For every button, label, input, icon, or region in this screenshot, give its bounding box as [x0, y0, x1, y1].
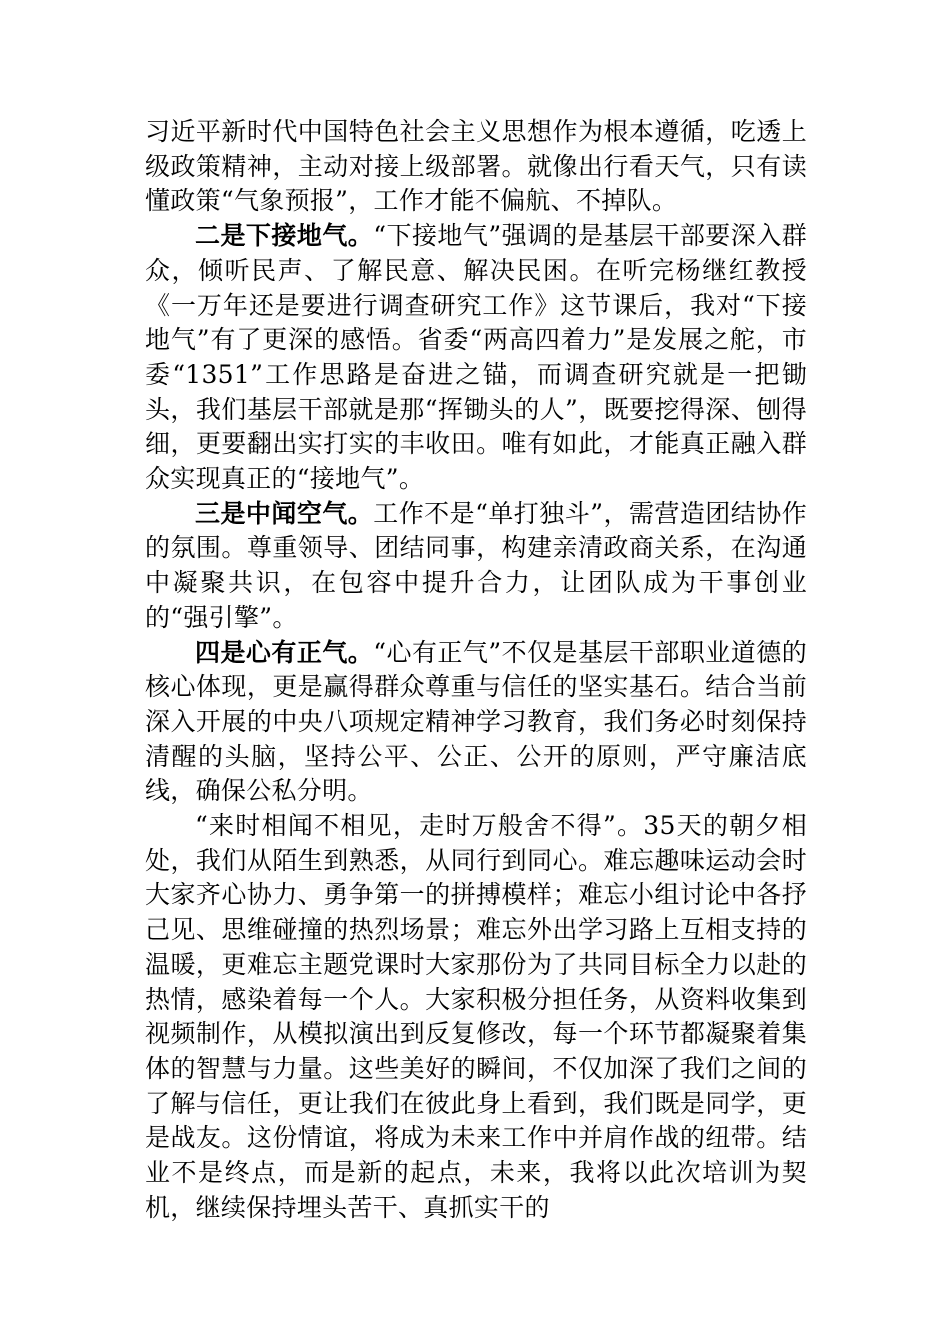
paragraph-text: 习近平新时代中国特色社会主义思想作为根本遵循，吃透上级政策精神，主动对接上级部署。就像出行看天气，只有读懂政策“气象预报”，工作才能不偏航、不掉队。 [145, 117, 807, 216]
paragraph-xia-jie-di-qi [145, 219, 807, 497]
paragraph-zhong-wen-kong-qi [145, 497, 807, 636]
paragraph-text: “来时相闻不相见，走时万般舍不得”。35天的朝夕相处，我们从陌生到熟悉，从同行到同心。难忘趣味运动会时大家齐心协力、勇争第一的拼搏模样；难忘小组讨论中各抒己见、思维碰撞的热烈场景；难忘外出学习路上互相支持的温暖，更难忘主题党课时大家那份为了共同目标全力以赴的热情，感染着每一个人。大家积极分担任务，从资料收集到视频制作，从模拟演出到反复修改，每一个环节都凝聚着集体的智慧与力量。这些美好的瞬间，不仅加深了我们之间的了解与信任，更让我们在彼此身上看到，我们既是同学，更是战友。这份情谊，将成为未来工作中并肩作战的纽带。结业不是终点，而是新的起点，未来，我将以此次培训为契机，继续保持埋头苦干、真抓实干的 [145, 811, 807, 1222]
paragraph-text: 工作不是“单打独斗”，需营造团结协作的氛围。尊重领导、团结同事，构建亲清政商关系，在沟通中凝聚共识，在包容中提升合力，让团队成为干事创业的“强引擎”。 [145, 498, 807, 632]
paragraph-lead-heading: 四是心有正气。 [195, 637, 374, 667]
paragraph-closing-reflection [145, 809, 807, 1225]
paragraph-text: “下接地气”强调的是基层干部要深入群众，倾听民声、了解民意、解决民困。在听完杨继红教授《一万年还是要进行调查研究工作》这节课后，我对“下接地气”有了更深的感悟。省委“两高四着力”是发展之舵，市委“1351”工作思路是奋进之锚，而调查研究就是一把锄头，我们基层干部就是那“挥锄头的人”，既要挖得深、刨得细，更要翻出实打实的丰收田。唯有如此，才能真正融入群众实现真正的“接地气”。 [145, 221, 807, 494]
paragraph-continuation [145, 115, 807, 219]
document-body [145, 115, 807, 1226]
paragraph-text: “心有正气”不仅是基层干部职业道德的核心体现，更是赢得群众尊重与信任的坚实基石。结合当前深入开展的中央八项规定精神学习教育，我们务必时刻保持清醒的头脑，坚持公平、公正、公开的原则，严守廉洁底线，确保公私分明。 [145, 637, 807, 806]
paragraph-xin-you-zheng-qi [145, 636, 807, 810]
paragraph-lead-heading: 三是中闻空气。 [195, 498, 374, 528]
paragraph-lead-heading: 二是下接地气。 [195, 221, 374, 251]
